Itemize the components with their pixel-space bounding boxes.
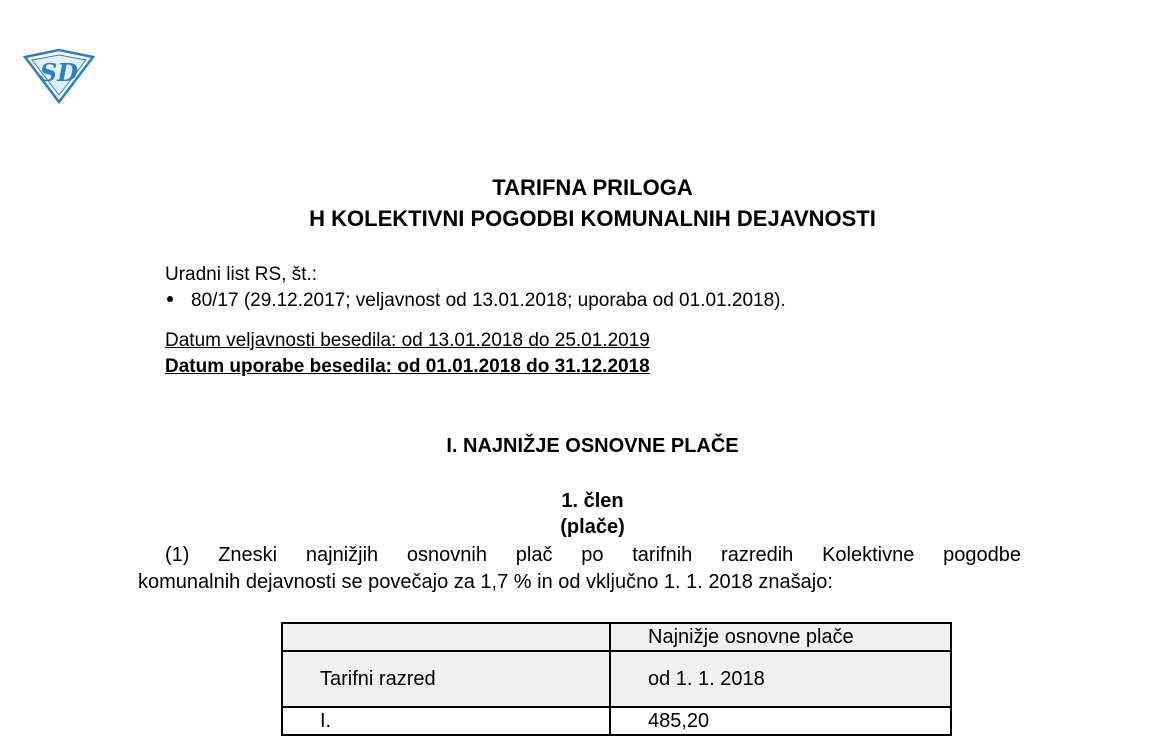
gazette-item-text: 80/17 (29.12.2017; veljavnost od 13.01.2018; uporaba od 01.01.2018).	[191, 290, 786, 311]
validity-dates: Datum veljavnosti besedila: od 13.01.2018 do 25.01.2019	[165, 330, 650, 351]
paragraph-line-1: (1) Zneski najnižjih osnovnih plač po tarifnih razredih Kolektivne pogodbe	[165, 544, 1021, 566]
bullet-icon	[167, 296, 173, 302]
gazette-label: Uradni list RS, št.:	[165, 264, 318, 285]
document-subtitle: H KOLEKTIVNI POGODBI KOMUNALNIH DEJAVNOSTI	[309, 206, 876, 231]
article-number: 1. člen	[561, 490, 624, 512]
article-subtitle: (plače)	[560, 516, 625, 538]
table-subheader-row	[282, 651, 951, 707]
header-empty-cell	[282, 623, 610, 651]
col-date: od 1. 1. 2018	[610, 651, 951, 707]
section-title: I. NAJNIŽJE OSNOVNE PLAČE	[446, 435, 739, 457]
header-top-cell: Najnižje osnovne plače	[610, 623, 951, 651]
paragraph-line-2: komunalnih dejavnosti se povečajo za 1,7 % in od vključno 1. 1. 2018 znašajo:	[138, 571, 833, 593]
usage-dates: Datum uporabe besedila: od 01.01.2018 do 31.12.2018	[165, 356, 650, 377]
article-paragraph	[138, 542, 1021, 596]
svg-text:SD: SD	[39, 58, 79, 87]
tariff-class-cell: I.	[282, 707, 610, 735]
amount-cell: 485,20	[610, 707, 951, 735]
table-row	[282, 707, 951, 735]
table-header-row	[282, 623, 951, 651]
sd-shield-logo-icon	[22, 47, 96, 105]
salary-table	[281, 622, 952, 736]
document-title: TARIFNA PRILOGA	[492, 175, 693, 200]
gazette-item	[165, 290, 786, 312]
col-tariff-class: Tarifni razred	[282, 651, 610, 707]
